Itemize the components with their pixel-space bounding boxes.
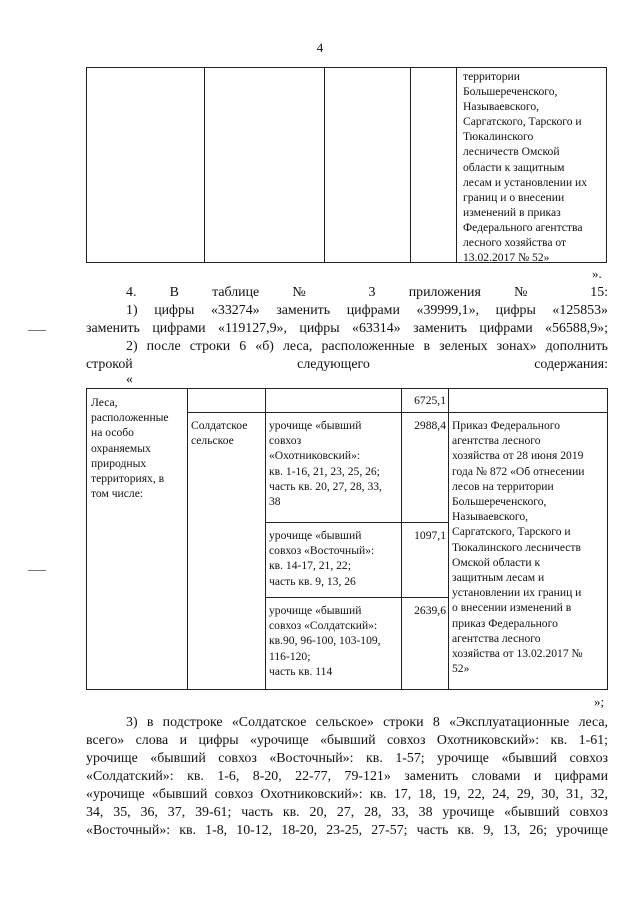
text-line: Тюкалинского лесничеств: [452, 540, 581, 554]
text-line: области к защитным: [463, 160, 565, 174]
insert-table: [86, 388, 608, 690]
table-cell-area: 2988,4: [414, 419, 446, 432]
table-column-divider: [187, 389, 188, 689]
item-1-line-1: 1) цифры «33274» заменить цифрами «39999,1», цифры «125853»: [126, 303, 608, 318]
open-quote: «: [126, 372, 133, 387]
table-cell-area: 1097,1: [414, 529, 446, 542]
text-line: совхоз «Восточный»:: [269, 544, 375, 558]
item-3-line-2: всего» слова и цифры «урочище «бывший совхоз Охотниковский»: кв. 1-61;: [86, 733, 608, 748]
item-3-line-3: урочище «бывший совхоз «Восточный»: кв. 1-57; урочище «бывший совхоз: [86, 751, 608, 766]
item-3-line-4: «Солдатский»: кв. 1-6, 8-20, 22-77, 79-121» заменить словами и цифрами: [86, 769, 608, 784]
text-line: том числе:: [91, 487, 144, 501]
text-line: агентства лесного: [452, 434, 541, 448]
text-line: совхоз: [269, 434, 302, 448]
text-line: 38: [269, 495, 281, 509]
table-column-divider: [410, 68, 411, 262]
text-line: Саргатского, Тарского и: [452, 525, 571, 539]
table-column-divider: [456, 68, 457, 262]
text-line: Саргатского, Тарского и: [463, 115, 582, 129]
margin-mark: [28, 570, 46, 571]
text-line: установлении их границ и: [452, 586, 582, 600]
table-cell-district: [191, 418, 263, 448]
text-line: совхоз «Солдатский»:: [269, 619, 378, 633]
text-line: кв. 14-17, 21, 22;: [269, 559, 351, 573]
text-line: урочище «бывший: [269, 604, 362, 617]
text-line: Большереченского,: [452, 495, 547, 509]
text-line: Федерального агентства: [463, 220, 583, 234]
text-line: сельское: [191, 434, 234, 448]
table-cell-tract: [269, 528, 399, 589]
table-column-divider: [265, 389, 266, 689]
item-3-line-7: «Восточный»: кв. 1-8, 10-12, 18-20, 23-25, 27-57; часть кв. 9, 13, 26; урочище: [86, 823, 608, 838]
text-line: года № 872 «Об отнесении: [452, 464, 585, 478]
text-line: 116-120;: [269, 649, 311, 663]
text-line: агентства лесного: [452, 631, 541, 645]
text-line: защитным лесам и: [452, 571, 545, 585]
text-line: кв. 1-16, 21, 23, 25, 26;: [269, 464, 380, 478]
text-line: хозяйства от 13.02.2017 №: [452, 647, 583, 661]
item-2-line-2: строкой следующего содержания:: [86, 357, 608, 372]
text-line: Солдатское: [191, 419, 248, 432]
item-2-line-1: 2) после строки 6 «б) леса, расположенные в зеленых зонах» дополнить: [126, 339, 608, 354]
table-column-divider: [324, 68, 325, 262]
text-line: «Охотниковский»:: [269, 449, 361, 463]
text-line: изменений в приказ: [463, 205, 561, 219]
table-row-divider: [187, 412, 607, 413]
text-line: кв.90, 96-100, 103-109,: [269, 634, 381, 648]
text-line: хозяйства от 28 июня 2019: [452, 449, 584, 463]
text-line: территории: [463, 70, 520, 83]
text-line: лесов на территории: [452, 479, 554, 493]
text-line: часть кв. 114: [269, 664, 333, 678]
table-cell-category: [91, 395, 185, 501]
table-cell-area: 2639,6: [414, 604, 446, 617]
page-number: 4: [316, 40, 324, 55]
table-column-divider: [204, 68, 205, 262]
text-line: Называевского,: [452, 510, 529, 524]
text-line: природных: [91, 456, 147, 470]
text-line: о внесении изменений в: [452, 601, 572, 615]
section-heading: 4. В таблице № 3 приложения № 15:: [126, 285, 608, 300]
table-cell-order: [452, 418, 606, 676]
text-line: Называевского,: [463, 100, 540, 114]
table-cell-tract: [269, 418, 399, 509]
item-3-line-6: 34, 35, 36, 37, 39-61; часть кв. 20, 27, 28, 33, 38 урочище «бывший совхоз: [86, 805, 608, 820]
text-line: 13.02.2017 № 52»: [463, 251, 550, 265]
text-line: охраняемых: [91, 441, 151, 455]
closing-quote: »;: [594, 694, 605, 709]
text-line: приказ Федерального: [452, 616, 558, 630]
text-line: Леса,: [91, 396, 118, 409]
text-line: часть кв. 9, 13, 26: [269, 574, 356, 588]
text-line: лесам и установлении их: [463, 175, 588, 189]
table-row-divider: [265, 597, 448, 598]
text-line: территориях, в: [91, 472, 165, 486]
text-line: Омской области к: [452, 555, 541, 569]
text-line: часть кв. 20, 27, 28, 33,: [269, 479, 382, 493]
text-line: Приказ Федерального: [452, 419, 561, 432]
text-line: 52»: [452, 662, 470, 676]
table-row-divider: [265, 522, 448, 523]
text-line: урочище «бывший: [269, 529, 362, 542]
text-line: Тюкалинского: [463, 130, 534, 144]
table-cell-order-text: [463, 69, 608, 265]
text-line: границ и о внесении: [463, 190, 565, 204]
item-3-line-1: 3) в подстроке «Солдатское сельское» строки 8 «Эксплуатационные леса,: [126, 715, 608, 730]
text-line: Большереченского,: [463, 85, 558, 99]
text-line: лесного хозяйства от: [463, 236, 567, 250]
text-line: на особо: [91, 426, 134, 440]
text-line: урочище «бывший: [269, 419, 362, 432]
table-column-divider: [448, 389, 449, 689]
table-cell-total: 6725,1: [414, 394, 446, 407]
table-cell-tract: [269, 603, 399, 679]
item-3-line-5: «урочище «бывший совхоз Охотниковский»: кв. 17, 18, 19, 22, 24, 29, 30, 31, 32,: [86, 787, 608, 802]
item-1-line-2: заменить цифрами «119127,9», цифры «63314» заменить цифрами «56588,9»;: [86, 321, 608, 336]
closing-quote: ».: [592, 266, 602, 281]
margin-mark: [28, 330, 46, 331]
text-line: расположенные: [91, 411, 169, 425]
text-line: лесничеств Омской: [463, 145, 560, 159]
